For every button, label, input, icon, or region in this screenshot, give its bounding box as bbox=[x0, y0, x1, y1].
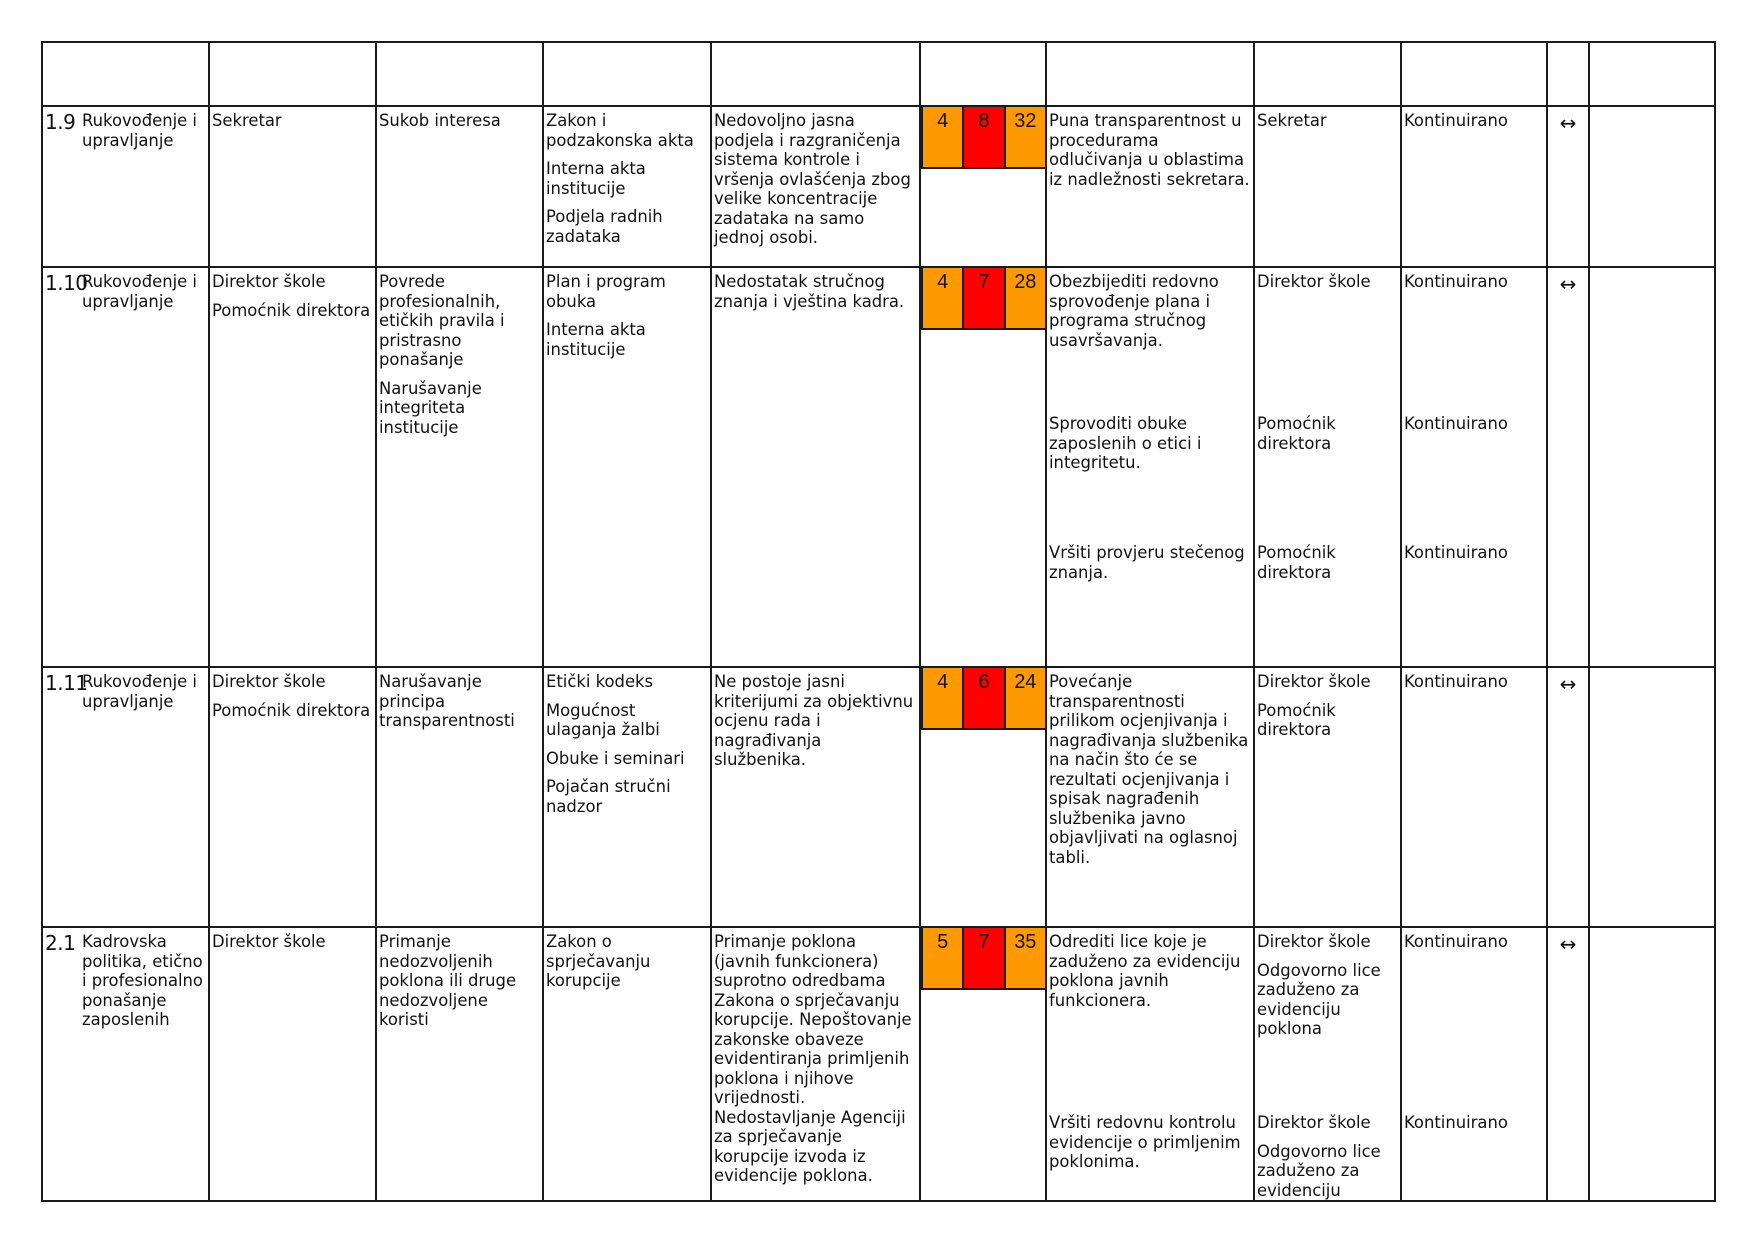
control-item: Etički kodeks bbox=[546, 672, 654, 691]
row-number: 1.11 bbox=[45, 671, 88, 695]
risk-probability: 4 bbox=[923, 107, 962, 167]
deadline-cell: Kontinuirano bbox=[1404, 1113, 1508, 1132]
measure-cell: Povećanje transparentnosti prilikom ocjenjivanja i nagrađivanja službenika na način što će se rezultati ocjenjivanja i spisak nagrađenih službenika javno objavljivati na oglasnoj tabli. bbox=[1049, 672, 1249, 867]
grid-line bbox=[1714, 41, 1716, 1202]
area-cell: Rukovođenje i upravljanje bbox=[82, 111, 197, 150]
risk-rating bbox=[921, 105, 1047, 169]
control-item: Interna akta institucije bbox=[546, 320, 646, 359]
measure-cell: Obezbijediti redovno sprovođenje plana i programa stručnog usavršavanja. bbox=[1049, 272, 1219, 350]
risk-probability: 4 bbox=[923, 668, 962, 728]
trend-arrow-icon: ↔ bbox=[1559, 672, 1577, 696]
risk-level: 28 bbox=[1004, 268, 1045, 328]
cause-cell: Ne postoje jasni kriterijumi za objektivnu ocjenu rada i nagrađivanja službenika. bbox=[714, 672, 914, 769]
grid-line bbox=[1546, 41, 1548, 1202]
risk-item: Sukob interesa bbox=[379, 111, 501, 130]
risk-level: 24 bbox=[1004, 668, 1045, 728]
responsible-item: Pomoćnik direktora bbox=[1257, 543, 1336, 582]
control-item: Interna akta institucije bbox=[546, 159, 646, 198]
risk-impact: 8 bbox=[962, 107, 1003, 167]
controls-cell bbox=[546, 932, 706, 1000]
risk-cell bbox=[379, 272, 539, 446]
measure-cell: Sprovoditi obuke zaposlenih o etici i integritetu. bbox=[1049, 414, 1202, 472]
responsible-item: Direktor škole bbox=[1257, 932, 1371, 951]
owner-item: Direktor škole bbox=[212, 272, 326, 291]
cause-cell: Nedovoljno jasna podjela i razgraničenja sistema kontrole i vršenja ovlašćenja zbog velike koncentracije zadataka na samo jednoj osobi. bbox=[714, 111, 911, 247]
trend-arrow-icon: ↔ bbox=[1559, 272, 1577, 296]
risk-impact: 7 bbox=[962, 268, 1003, 328]
deadline-cell: Kontinuirano bbox=[1404, 272, 1508, 291]
risk-cell bbox=[379, 932, 539, 1039]
row-number: 1.9 bbox=[45, 110, 76, 134]
deadline-cell: Kontinuirano bbox=[1404, 672, 1508, 691]
owner-cell bbox=[212, 932, 372, 961]
risk-rating bbox=[921, 926, 1047, 990]
control-item: Obuke i seminari bbox=[546, 748, 685, 768]
responsible-cell bbox=[1257, 111, 1397, 140]
grid-line bbox=[1588, 41, 1590, 1202]
grid-line bbox=[41, 266, 1716, 268]
responsible-item: Direktor škole bbox=[1257, 1113, 1371, 1132]
deadline-cell: Kontinuirano bbox=[1404, 111, 1508, 130]
risk-cell bbox=[379, 111, 539, 140]
grid-line bbox=[919, 41, 921, 1202]
responsible-cell bbox=[1257, 543, 1397, 591]
row-number: 1.10 bbox=[45, 271, 88, 295]
control-item: Podjela radnih zadataka bbox=[546, 207, 663, 246]
control-item: Plan i program obuka bbox=[546, 272, 666, 311]
risk-probability: 4 bbox=[923, 268, 962, 328]
responsible-item: Odgovorno lice zaduženo za evidenciju poklona bbox=[1257, 960, 1381, 1038]
owner-cell bbox=[212, 272, 372, 329]
responsible-item: Pomoćnik direktora bbox=[1257, 700, 1336, 739]
responsible-item: Pomoćnik direktora bbox=[1257, 414, 1336, 453]
risk-cell bbox=[379, 672, 539, 740]
trend-arrow-icon: ↔ bbox=[1559, 932, 1577, 956]
risk-level: 32 bbox=[1004, 107, 1045, 167]
owner-item: Direktor škole bbox=[212, 672, 326, 691]
grid-line bbox=[1400, 41, 1402, 1202]
grid-line bbox=[375, 41, 377, 1202]
controls-cell bbox=[546, 111, 706, 255]
grid-line bbox=[41, 666, 1716, 668]
responsible-cell bbox=[1257, 932, 1397, 1048]
owner-cell bbox=[212, 672, 372, 729]
grid-line bbox=[542, 41, 544, 1202]
grid-line bbox=[710, 41, 712, 1202]
owner-item: Pomoćnik direktora bbox=[212, 300, 371, 320]
measure-cell: Vršiti redovnu kontrolu evidencije o primljenim poklonima. bbox=[1049, 1113, 1241, 1171]
deadline-cell: Kontinuirano bbox=[1404, 543, 1508, 562]
grid-line bbox=[41, 926, 1716, 928]
controls-cell bbox=[546, 672, 706, 825]
owner-item: Direktor škole bbox=[212, 932, 326, 951]
deadline-cell: Kontinuirano bbox=[1404, 414, 1508, 433]
grid-line bbox=[41, 41, 43, 1202]
owner-cell bbox=[212, 111, 372, 140]
grid-line bbox=[1045, 41, 1047, 1202]
responsible-item: Sekretar bbox=[1257, 111, 1327, 130]
responsible-item: Direktor škole bbox=[1257, 272, 1371, 291]
control-item: Zakon i podzakonska akta bbox=[546, 111, 694, 150]
control-item: Pojačan stručni nadzor bbox=[546, 777, 671, 816]
grid-line bbox=[208, 41, 210, 1202]
controls-cell bbox=[546, 272, 706, 368]
area-cell: Rukovođenje i upravljanje bbox=[82, 672, 197, 711]
cause-cell: Nedostatak stručnog znanja i vještina kadra. bbox=[714, 272, 905, 311]
risk-item: Narušavanje integriteta institucije bbox=[379, 378, 482, 437]
grid-line bbox=[41, 41, 1716, 43]
risk-rating bbox=[921, 266, 1047, 330]
responsible-cell bbox=[1257, 1113, 1397, 1209]
owner-item: Pomoćnik direktora bbox=[212, 700, 371, 720]
area-cell: Rukovođenje i upravljanje bbox=[82, 272, 197, 311]
control-item: Zakon o sprječavanju korupcije bbox=[546, 932, 651, 990]
responsible-item: Direktor škole bbox=[1257, 672, 1371, 691]
risk-level: 35 bbox=[1004, 928, 1045, 988]
owner-item: Sekretar bbox=[212, 111, 282, 130]
measure-cell: Vršiti provjeru stečenog znanja. bbox=[1049, 543, 1245, 582]
trend-arrow-icon: ↔ bbox=[1559, 111, 1577, 135]
risk-probability: 5 bbox=[923, 928, 962, 988]
risk-register-table bbox=[41, 41, 1716, 1202]
control-item: Mogućnost ulaganja žalbi bbox=[546, 700, 660, 739]
measure-cell: Odrediti lice koje je zaduženo za evidenciju poklona javnih funkcionera. bbox=[1049, 932, 1241, 1010]
risk-item: Primanje nedozvoljenih poklona ili druge nedozvoljene koristi bbox=[379, 932, 517, 1029]
grid-line bbox=[41, 105, 1716, 107]
measure-cell: Puna transparentnost u procedurama odlučivanja u oblastima iz nadležnosti sekretara. bbox=[1049, 111, 1250, 189]
deadline-cell: Kontinuirano bbox=[1404, 932, 1508, 951]
responsible-cell bbox=[1257, 272, 1397, 301]
responsible-item: Odgovorno lice zaduženo za evidenciju bbox=[1257, 1141, 1381, 1200]
grid-line bbox=[41, 1200, 1716, 1202]
cause-cell: Primanje poklona (javnih funkcionera) suprotno odredbama Zakona o sprječavanju korupcije. Nepoštovanje zakonske obaveze evidentiranja primljenih poklona i njihove vrijednosti. Nedostavljanje Agenciji za sprječavanje korupcije izvoda iz evidencije poklona. bbox=[714, 932, 912, 1185]
risk-impact: 7 bbox=[962, 928, 1003, 988]
risk-item: Narušavanje principa transparentnosti bbox=[379, 672, 515, 730]
responsible-cell bbox=[1257, 414, 1397, 462]
area-cell: Kadrovska politika, etično i profesionalno ponašanje zaposlenih bbox=[82, 932, 203, 1029]
responsible-cell bbox=[1257, 672, 1397, 749]
row-number: 2.1 bbox=[45, 931, 76, 955]
risk-item: Povrede profesionalnih, etičkih pravila i pristrasno ponašanje bbox=[379, 272, 505, 369]
risk-impact: 6 bbox=[962, 668, 1003, 728]
risk-rating bbox=[921, 666, 1047, 730]
grid-line bbox=[1253, 41, 1255, 1202]
